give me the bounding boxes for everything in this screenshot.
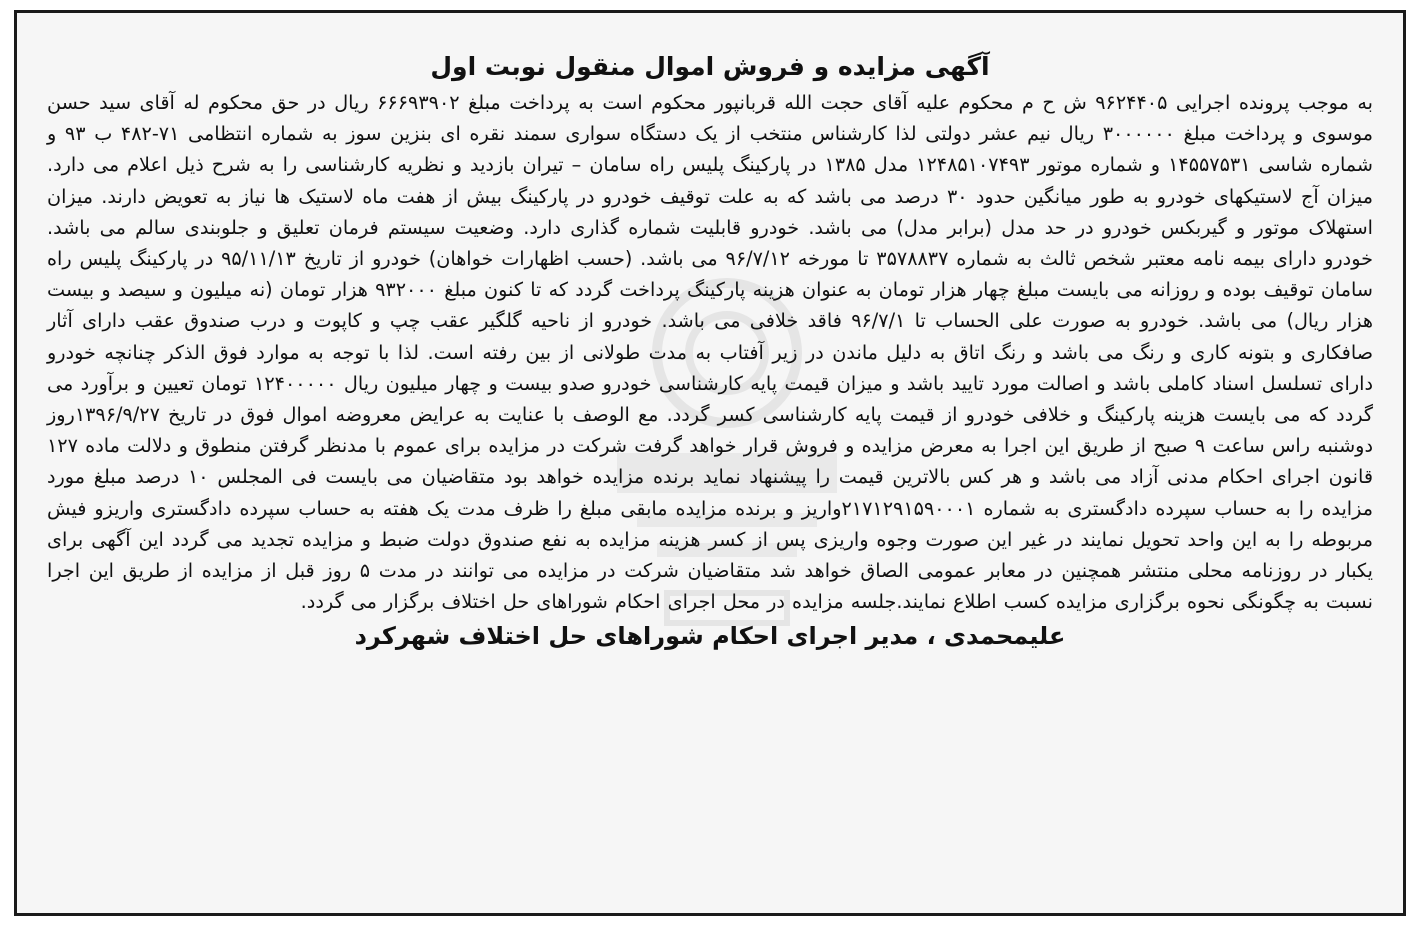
notice-body: به موجب پرونده اجرایی ۹۶۲۴۴۰۵ ش ح م محکوم علیه آقای حجت الله قربانپور محکوم است به پرداخت مبلغ ۶۶۶۹۳۹۰۲ ریال در حق محکوم له آقای سید حسن موسوی و پرداخت مبلغ ۳۰۰۰۰۰۰ ریال نیم عشر دولتی لذا کارشناس منتخب از یک دستگاه سواری سمند نقره ای بنزین سوز به شماره انتظامی ۷۱-۴۸۲ ب ۹۳ و شماره شاسی ۱۴۵۵۷۵۳۱ و شماره موتور ۱۲۴۸۵۱۰۷۴۹۳ مدل ۱۳۸۵ در پارکینگ پلیس راه سامان – تیران بازدید و نظریه کارشناسی را به شرح ذیل اعلام می دارد. میزان آج لاستیکهای خودرو به طور میانگین حدود ۳۰ درصد می باشد که به علت توقیف خودرو در پارکینگ بیش از هفت ماه لاستیک ها نیاز به تعویض دارند. میزان استهلاک موتور و گیربکس خودرو در حد مدل (برابر مدل) می باشد. خودرو قابلیت شماره گذاری دارد. وضعیت سیستم فرمان تعلیق و جلوبندی سالم می باشد. خودرو دارای بیمه نامه معتبر شخص ثالث به شماره ۳۵۷۸۸۳۷ تا مورخه ۹۶/۷/۱۲ می باشد. (حسب اظهارات خواهان) خودرو از تاریخ ۹۵/۱۱/۱۳ در پارکینگ پلیس راه سامان توقیف بوده و روزانه می بایست مبلغ چهار هزار تومان به عنوان هزینه پارکینگ پرداخت گردد که تا کنون مبلغ ۹۳۲۰۰۰ هزار تومان (نه میلیون و سیصد و بیست هزار ریال) می باشد. خودرو به صورت علی الحساب تا ۹۶/۷/۱ فاقد خلافی می باشد. خودرو از ناحیه گلگیر عقب چپ و کاپوت و درب صندوق عقب دارای آثار صافکاری و بتونه کاری و رنگ می باشد و رنگ اتاق به دلیل ماندن در زیر آفتاب به مدت طولانی از بین رفته است. لذا با توجه به موارد فوق الذکر چنانچه خودرو دارای تسلسل اسناد کاملی باشد و اصالت مورد تایید باشد و میزان قیمت پایه کارشناسی خودرو صدو بیست و چهار میلیون ریال ۱۲۴۰۰۰۰۰ تومان تعیین و برآورد می گردد که می بایست هزینه پارکینگ و خلافی خودرو از قیمت پایه کارشناسی کسر گردد. مع الوصف با عنایت به عرایض معروضه اموال فوق در تاریخ ۱۳۹۶/۹/۲۷روز دوشنبه راس ساعت ۹ صبح از طریق این اجرا به معرض مزایده و فروش قرار خواهد گرفت شرکت در مزایده برای عموم با مدنظر گرفتن منطوق و دلالت ماده ۱۲۷ قانون اجرای احکام مدنی آزاد می باشد و هر کس بالاترین قیمت را پیشنهاد نماید برنده مزایده خواهد بود متقاضیان می بایست فی المجلس ۱۰ درصد مبلغ مورد مزایده را به حساب سپرده دادگستری به شماره ۲۱۷۱۲۹۱۵۹۰۰۰۱واریز و برنده مزایده مابقی مبلغ را ظرف مدت یک هفته به حساب سپرده دادگستری واریزو فیش مربوطه را به این واحد تحویل نمایند در غیر این صورت وجوه واریزی پس از کسر هزینه مزایده به نفع صندوق دولت ضبط و مزایده تجدید می گردد این آگهی برای یکبار در روزنامه محلی منتشر همچنین در معابر عمومی الصاق خواهد شد متقاضیان شرکت در مزایده می توانند در مدت ۵ روز قبل از مزایده از طریق این اجرا نسبت به چگونگی نحوه برگزاری مزایده کسب اطلاع نمایند.جلسه مزایده در محل اجرای احکام شوراهای حل اختلاف برگزار می گردد. [47, 91, 1374, 614]
notice-title: آگهی مزایده و فروش اموال منقول نوبت اول [430, 52, 990, 81]
notice-signature: علیمحمدی ، مدیر اجرای احکام شوراهای حل اختلاف شهرکرد [354, 622, 1066, 651]
notice-content [47, 51, 1373, 905]
notice-frame [14, 10, 1406, 916]
